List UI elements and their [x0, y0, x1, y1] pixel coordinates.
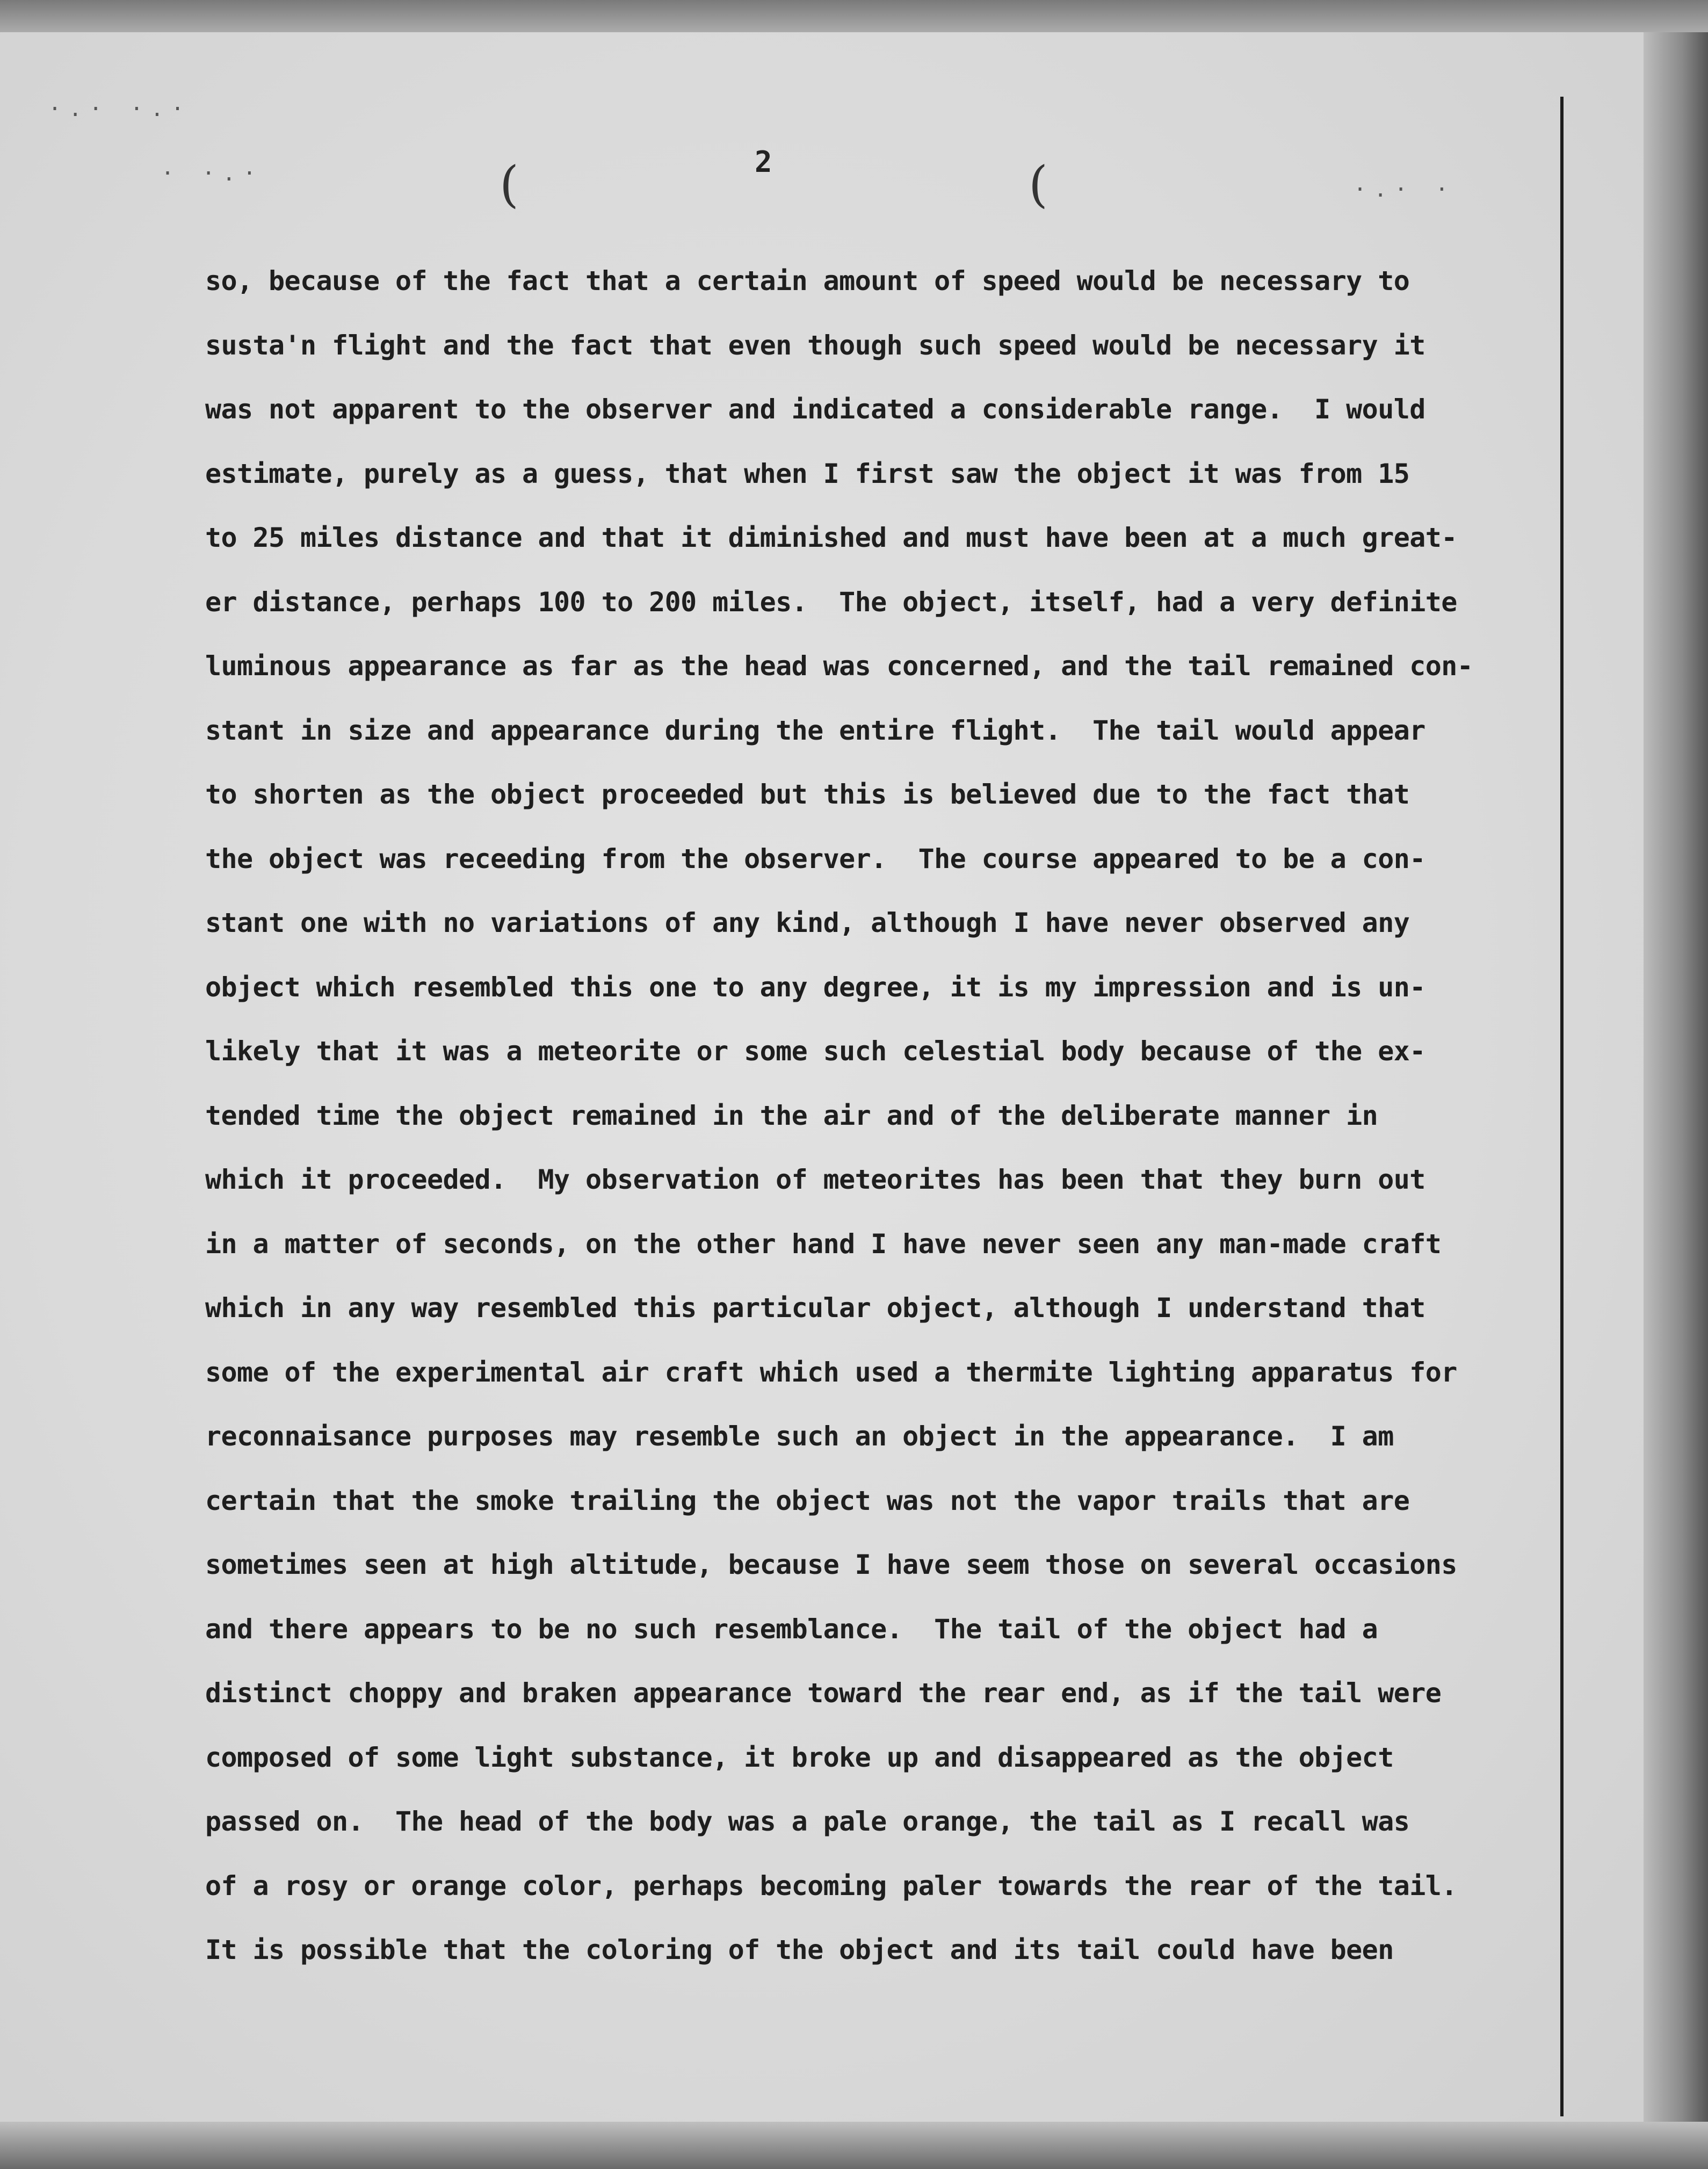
- text-line: estimate, purely as a guess, that when I first saw the object it was from 15: [205, 458, 1410, 489]
- page-bottom-edge: [0, 2122, 1708, 2169]
- text-line: and there appears to be no such resemblance. The tail of the object had a: [205, 1613, 1378, 1645]
- text-line: It is possible that the coloring of the object and its tail could have been: [205, 1934, 1394, 1965]
- text-line: stant one with no variations of any kind, although I have never observed any: [205, 907, 1410, 938]
- page-right-shadow: [1644, 32, 1708, 2169]
- text-line: sometimes seen at high altitude, because I have seem those on several occasions: [205, 1549, 1457, 1580]
- text-line: the object was receeding from the observer. The course appeared to be a con-: [205, 843, 1425, 874]
- text-line: passed on. The head of the body was a pale orange, the tail as I recall was: [205, 1806, 1410, 1837]
- text-line: of a rosy or orange color, perhaps becoming paler towards the rear of the tail.: [205, 1870, 1457, 1902]
- text-line: stant in size and appearance during the entire flight. The tail would appear: [205, 714, 1425, 746]
- typed-body-text: [205, 257, 1559, 1990]
- text-line: which in any way resembled this particular object, although I understand that: [205, 1292, 1425, 1324]
- text-line: likely that it was a meteorite or some such celestial body because of the ex-: [205, 1036, 1425, 1067]
- text-line: tended time the object remained in the air and of the deliberate manner in: [205, 1100, 1378, 1131]
- text-line: which it proceeded. My observation of meteorites has been that they burn out: [205, 1164, 1425, 1195]
- text-line: luminous appearance as far as the head was concerned, and the tail remained con-: [205, 650, 1473, 682]
- scan-speck-mark: · ·.·: [161, 161, 264, 186]
- text-line: was not apparent to the observer and indicated a considerable range. I would: [205, 394, 1425, 425]
- page-number: 2: [755, 145, 772, 179]
- text-line: to 25 miles distance and that it diminished and must have been at a much great-: [205, 522, 1457, 553]
- text-line: er distance, perhaps 100 to 200 miles. The object, itself, had a very definite: [205, 586, 1457, 618]
- text-line: to shorten as the object proceeded but this is believed due to the fact that: [205, 779, 1410, 810]
- text-line: in a matter of seconds, on the other hand I have never seen any man-made craft: [205, 1228, 1442, 1260]
- right-parenthesis-mark: (: [1029, 156, 1048, 213]
- scan-speck-mark: ·.· ·: [1354, 177, 1456, 202]
- text-line: distinct choppy and braken appearance toward the rear end, as if the tail were: [205, 1678, 1442, 1709]
- text-line: susta'n flight and the fact that even though such speed would be necessary it: [205, 329, 1425, 361]
- text-line: so, because of the fact that a certain amount of speed would be necessary to: [205, 265, 1410, 297]
- text-line: object which resembled this one to any degree, it is my impression and is un-: [205, 971, 1425, 1003]
- text-line: composed of some light substance, it broke up and disappeared as the object: [205, 1741, 1394, 1773]
- scan-speck-mark: ·.· ·.·: [48, 97, 192, 121]
- right-margin-line: [1560, 97, 1564, 2116]
- text-line: reconnaisance purposes may resemble such an object in the appearance. I am: [205, 1421, 1394, 1452]
- text-line: some of the experimental air craft which used a thermite lighting apparatus for: [205, 1356, 1457, 1388]
- left-parenthesis-mark: (: [500, 156, 519, 213]
- text-line: certain that the smoke trailing the object was not the vapor trails that are: [205, 1485, 1410, 1516]
